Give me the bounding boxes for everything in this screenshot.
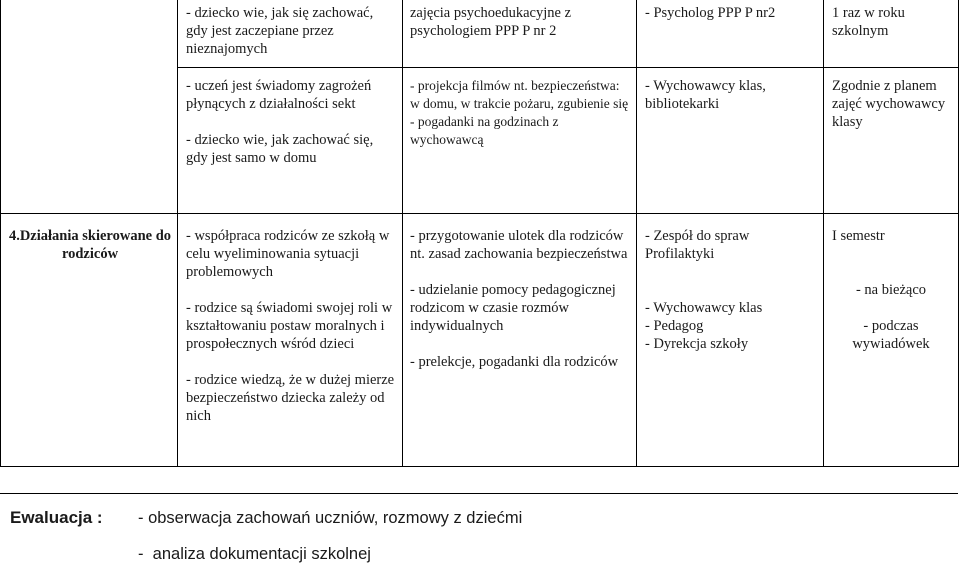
row2-activity-cell <box>410 77 632 149</box>
row1-activity-cell <box>410 4 632 40</box>
cell-text: Zgodnie z planem zajęć wychowawcy klasy <box>832 78 946 130</box>
cell-text: - udzielanie pomocy pedagogicznej rodzicom w czasie rozmów indywidualnych <box>410 282 616 334</box>
cell-text: - dziecko wie, jak zachować się, gdy jest samo w domu <box>186 132 374 166</box>
row3-activity-cell <box>410 227 632 371</box>
cell-text: - prelekcje, pogadanki dla rodziców <box>410 354 619 370</box>
section-title: 4.Działania skierowane do rodziców <box>8 228 172 262</box>
cell-text: - Pedagog <box>645 318 704 334</box>
evaluation-item: - obserwacja zachowań uczniów, rozmowy z dziećmi <box>138 509 523 527</box>
table-row-divider-2 <box>0 213 959 214</box>
cell-text: - współpraca rodziców ze szkołą w celu wyeliminowania sytuacji problemowych <box>186 228 390 280</box>
row1-outcome-cell <box>186 4 398 58</box>
cell-text: - Wychowawcy klas <box>645 300 763 316</box>
table-border-right <box>958 0 959 467</box>
table-col-divider-1 <box>177 0 178 467</box>
table-row-divider-1 <box>177 67 959 68</box>
cell-text: - Psycholog PPP P nr2 <box>645 5 776 21</box>
cell-text: - na bieżąco <box>855 282 927 298</box>
row3-term-cell <box>826 227 956 353</box>
cell-text: - przygotowanie ulotek dla rodziców nt. zasad zachowania bezpieczeństwa <box>410 228 628 262</box>
cell-text: 1 raz w roku szkolnym <box>832 5 905 39</box>
cell-text: - projekcja filmów nt. bezpieczeństwa: w domu, w trakcie pożaru, zgubienie się <box>410 78 629 111</box>
evaluation-divider <box>0 493 958 494</box>
row2-responsible-cell <box>645 77 820 113</box>
row2-outcome-cell <box>186 77 398 167</box>
table-border-bottom <box>0 466 959 467</box>
row3-section-heading <box>8 227 172 263</box>
cell-text: I semestr <box>832 228 885 244</box>
row2-term-cell <box>832 77 954 131</box>
cell-text: - dziecko wie, jak się zachować, gdy jest zaczepiane przez nieznajomych <box>186 5 374 57</box>
cell-text: - rodzice wiedzą, że w dużej mierze bezpieczeństwo dziecka zależy od nich <box>186 372 395 424</box>
table-col-divider-3 <box>636 0 637 467</box>
row3-responsible-cell <box>645 227 820 353</box>
cell-text: - pogadanki na godzinach z wychowawcą <box>410 114 559 147</box>
cell-text: - rodzice są świadomi swojej roli w kształtowaniu postaw moralnych i prospołecznych wśród dzieci <box>186 300 393 352</box>
evaluation-item: - analiza dokumentacji szkolnej <box>138 545 371 563</box>
table-col-divider-4 <box>823 0 824 467</box>
row1-term-cell <box>832 4 954 40</box>
table-col-divider-2 <box>402 0 403 467</box>
cell-text: - podczas wywiadówek <box>852 318 930 352</box>
cell-text: - uczeń jest świadomy zagrożeń płynących z działalności sekt <box>186 78 372 112</box>
table-border-left <box>0 0 1 467</box>
cell-text: - Zespół do spraw Profilaktyki <box>645 228 750 262</box>
evaluation-label: Ewaluacja : <box>10 508 103 527</box>
cell-text: - Dyrekcja szkoły <box>645 336 749 352</box>
cell-text: zajęcia psychoedukacyjne z psychologiem PPP P nr 2 <box>410 5 572 39</box>
row1-responsible-cell <box>645 4 820 22</box>
cell-text: - Wychowawcy klas, bibliotekarki <box>645 78 766 112</box>
row3-outcome-cell <box>186 227 398 425</box>
